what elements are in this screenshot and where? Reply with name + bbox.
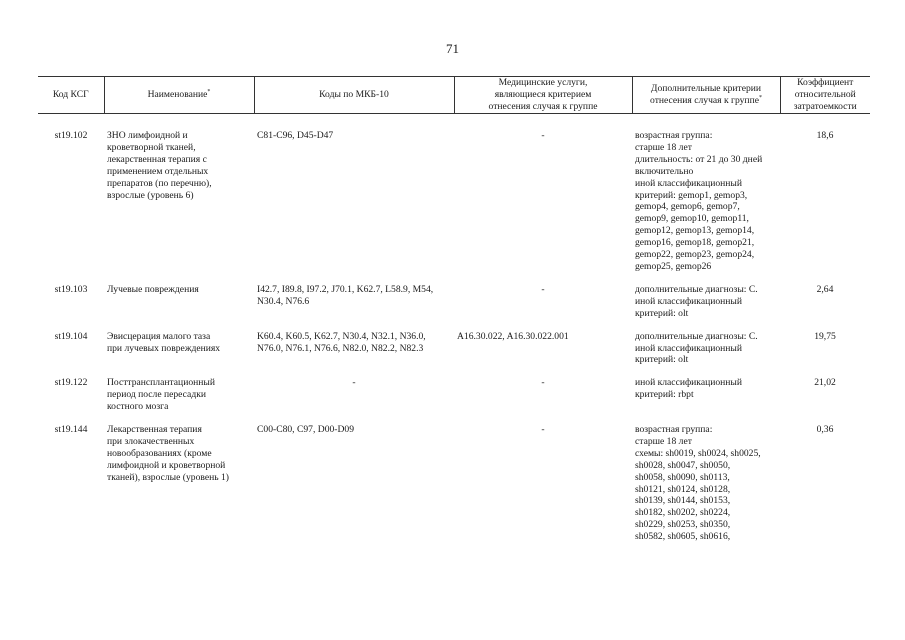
cell-criteria-line: возрастная группа:: [635, 130, 713, 141]
header-coef: [780, 77, 870, 114]
ksg-table: [38, 76, 870, 554]
cell-services: [454, 331, 632, 378]
cell-criteria-line: sh0139, sh0144, sh0153,: [635, 495, 731, 507]
cell-name-line: ЗНО лимфоидной и: [107, 130, 188, 141]
cell-criteria-line: gemop22, gemop23, gemop24,: [635, 249, 755, 261]
cell-name-line: новообразованиях (кроме: [107, 447, 212, 459]
cell-criteria-line: возрастная группа:: [635, 424, 713, 436]
cell-criteria-line: схемы: sh0019, sh0024, sh0025,: [635, 447, 761, 459]
cell-name-line: Лучевые повреждения: [107, 283, 199, 295]
header-code-label: Код КСГ: [52, 89, 89, 101]
cell-name-line: при злокачественных: [107, 435, 195, 447]
cell-services-line: -: [541, 130, 545, 141]
header-criteria-line: отнесения случая к группе: [650, 95, 759, 106]
header-name-label: Наименование: [147, 89, 208, 101]
cell-services: [454, 114, 632, 284]
table-row: [38, 114, 870, 284]
cell-criteria-line: gemop16, gemop18, gemop21,: [635, 237, 755, 249]
header-services-line: Медицинские услуги,: [498, 77, 588, 89]
header-services-line: отнесения случая к группе: [488, 100, 598, 112]
table-row: [38, 284, 870, 331]
cell-name-line: Посттрансплантационный: [107, 377, 215, 389]
cell-services: [454, 377, 632, 424]
cell-coef: 21,02: [814, 377, 836, 389]
cell-coef: 2,64: [816, 283, 834, 295]
cell-criteria-line: sh0028, sh0047, sh0050,: [635, 459, 731, 471]
cell-criteria-line: критерий: gemop1, gemop3,: [635, 189, 748, 201]
cell-name-line: взрослые (уровень 6): [107, 189, 194, 201]
cell-criteria-line: старше 18 лет: [635, 435, 692, 447]
cell-code: st19.102: [54, 130, 88, 141]
cell-criteria-line: gemop9, gemop10, gemop11,: [635, 213, 749, 225]
cell-icd-line: C00-C80, C97, D00-D09: [257, 424, 355, 436]
cell-code: st19.104: [54, 330, 88, 342]
cell-criteria-line: включительно: [635, 165, 694, 177]
table-row: [38, 424, 870, 554]
cell-criteria-line: sh0182, sh0202, sh0224,: [635, 507, 731, 519]
header-code: [38, 77, 104, 114]
header-criteria-footnote-mark: *: [758, 94, 762, 101]
cell-coef: 0,36: [816, 424, 834, 436]
cell-services-line: A16.30.022, A16.30.022.001: [457, 330, 569, 342]
cell-services-line: -: [541, 424, 545, 436]
cell-criteria: [632, 424, 780, 554]
cell-code: st19.122: [54, 377, 88, 389]
cell-name: [104, 331, 254, 378]
page-number: 71: [446, 41, 459, 56]
cell-criteria-line: иной классификационный: [635, 377, 742, 389]
table-row: [38, 377, 870, 424]
header-services-line: являющиеся критерием: [494, 89, 592, 101]
cell-criteria-line: критерий: olt: [635, 354, 689, 366]
cell-name-line: применением отдельных: [107, 165, 209, 177]
cell-criteria: [632, 377, 780, 424]
cell-name: [104, 284, 254, 331]
cell-icd-line: C81-C96, D45-D47: [257, 130, 334, 141]
cell-icd: [254, 424, 454, 554]
cell-services-line: -: [541, 377, 545, 389]
header-coef-line: Коэффициент: [797, 77, 854, 89]
cell-criteria-line: иной классификационный: [635, 177, 742, 189]
cell-criteria-line: критерий: rbpt: [635, 389, 694, 401]
cell-icd-line: K60.4, K60.5, K62.7, N30.4, N32.1, N36.0,: [257, 330, 426, 342]
cell-name-line: лекарственная терапия с: [107, 153, 207, 165]
cell-services: [454, 424, 632, 554]
cell-criteria-line: gemop25, gemop26: [635, 260, 712, 272]
cell-icd: [254, 284, 454, 331]
cell-icd: [254, 114, 454, 284]
cell-name-line: препаратов (по перечню),: [107, 177, 212, 189]
cell-name-line: тканей), взрослые (уровень 1): [107, 471, 230, 483]
cell-icd-line: -: [352, 377, 356, 389]
cell-name-line: кроветворной тканей,: [107, 141, 196, 153]
cell-icd: [254, 331, 454, 378]
cell-criteria-line: sh0229, sh0253, sh0350,: [635, 519, 731, 531]
cell-icd-line: I42.7, I89.8, I97.2, J70.1, K62.7, L58.9, M54,: [257, 283, 434, 295]
cell-coef: 18,6: [816, 130, 834, 141]
header-services: [454, 77, 632, 114]
cell-criteria-line: sh0582, sh0605, sh0616,: [635, 531, 731, 543]
cell-criteria-line: дополнительные диагнозы: C.: [635, 283, 758, 295]
cell-name: [104, 114, 254, 284]
cell-criteria-line: sh0121, sh0124, sh0128,: [635, 483, 731, 495]
cell-name: [104, 424, 254, 554]
cell-name-line: при лучевых повреждениях: [107, 342, 221, 354]
cell-name-line: Эвисцерация малого таза: [107, 330, 211, 342]
cell-icd-line: N76.0, N76.1, N76.6, N82.0, N82.2, N82.3: [257, 342, 424, 354]
cell-criteria-line: иной классификационный: [635, 342, 742, 354]
cell-criteria: [632, 284, 780, 331]
table-body: [38, 114, 870, 555]
cell-criteria-line: старше 18 лет: [635, 141, 692, 153]
cell-criteria-line: дополнительные диагнозы: C.: [635, 330, 758, 342]
cell-coef: 19,75: [814, 330, 836, 342]
header-name-footnote-mark: *: [207, 88, 211, 95]
cell-code: st19.103: [54, 283, 88, 295]
table-header: [38, 77, 870, 114]
header-criteria-line: Дополнительные критерии: [650, 83, 762, 95]
cell-icd-line: N30.4, N76.6: [257, 295, 310, 307]
cell-services-line: -: [541, 283, 545, 295]
cell-criteria-line: sh0058, sh0090, sh0113,: [635, 471, 730, 483]
table-row: [38, 331, 870, 378]
cell-icd: [254, 377, 454, 424]
cell-criteria-line: длительность: от 21 до 30 дней: [635, 153, 763, 165]
cell-criteria: [632, 114, 780, 284]
cell-criteria-line: иной классификационный: [635, 295, 742, 307]
cell-criteria: [632, 331, 780, 378]
cell-name-line: Лекарственная терапия: [107, 424, 202, 436]
cell-services: [454, 284, 632, 331]
cell-code: st19.144: [54, 424, 88, 436]
cell-name: [104, 377, 254, 424]
header-coef-line: затратоемкости: [793, 100, 857, 112]
cell-name-line: лимфоидной и кроветворной: [107, 459, 226, 471]
header-icd: [254, 77, 454, 114]
cell-criteria-line: gemop4, gemop6, gemop7,: [635, 201, 740, 213]
cell-criteria-line: gemop12, gemop13, gemop14,: [635, 225, 755, 237]
header-icd-label: Коды по МКБ-10: [319, 89, 389, 101]
cell-name-line: костного мозга: [107, 401, 169, 413]
header-coef-line: относительной: [794, 89, 856, 101]
header-name: [104, 77, 254, 114]
cell-name-line: период после пересадки: [107, 389, 206, 401]
cell-criteria-line: критерий: olt: [635, 307, 689, 319]
header-criteria: [632, 77, 780, 114]
